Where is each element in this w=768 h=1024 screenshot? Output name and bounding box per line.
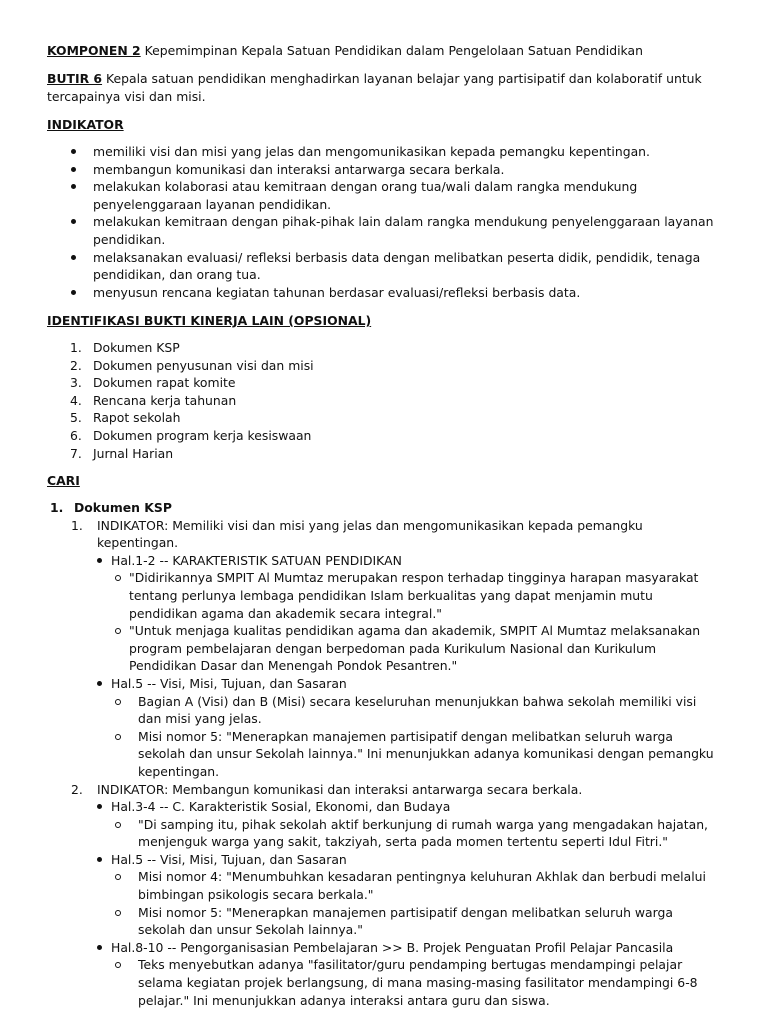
cari-indikator: [71, 781, 722, 799]
bukti-item-number: 2.: [70, 357, 82, 373]
hal-text: Hal.1-2 -- KARAKTERISTIK SATUAN PENDIDIKAN: [111, 552, 402, 568]
bukti-item-text: Rapot sekolah: [93, 410, 181, 426]
butir-label: BUTIR 6: [47, 71, 103, 86]
bullet-icon: [97, 857, 102, 862]
bullet-icon: [71, 184, 76, 189]
bukti-heading: [47, 312, 722, 330]
doc-number: 1.: [50, 500, 64, 515]
quote-item: [138, 904, 722, 939]
quote-text: "Didirikannya SMPIT Al Mumtaz merupakan respon terhadap tingginya harapan masyarakat tentang perlunya lembaga pendidikan Islam berkualitas yang dapat menjamin mutu pendidikan agama dan akademik secara integral.": [129, 570, 699, 621]
quote-text: Teks menyebutkan adanya "fasilitator/guru pendamping bertugas mendampingi pelajar selama kegiatan projek berlangsung, di mana masing-masing fasilitator mendampingi 6-8 pelajar." Ini menunjukkan adanya interaksi antara guru dan siswa.: [138, 957, 698, 1008]
circle-bullet-icon: [115, 734, 121, 740]
indikator-number: 2.: [71, 781, 83, 797]
doc-title: [50, 499, 722, 517]
hal-item: [111, 798, 722, 816]
indikator-item: [93, 249, 722, 284]
indikator-item-text: melaksanakan evaluasi/ refleksi berbasis data dengan melibatkan peserta didik, pendidik, tenaga pendidikan, dan orang tua.: [93, 249, 701, 283]
indikator-item-text: membangun komunikasi dan interaksi antarwarga secara berkala.: [93, 161, 505, 177]
quote-item: [138, 816, 722, 851]
bukti-item-number: 1.: [70, 340, 82, 355]
bukti-item: [70, 374, 722, 392]
quote-text: "Di samping itu, pihak sekolah aktif berkunjung di rumah warga yang mengadakan hajatan, menjenguk warga yang sakit, takziyah, serta pada momen tertentu seperti Idul Fitri.": [138, 816, 708, 850]
indikator-item: [93, 161, 722, 179]
bukti-item-number: 6.: [70, 427, 82, 443]
circle-bullet-icon: [115, 910, 121, 916]
bukti-item-text: Rencana kerja tahunan: [93, 392, 237, 408]
indikator-text: INDIKATOR: Memiliki visi dan misi yang jelas dan mengomunikasikan kepada pemangku kepentingan.: [97, 517, 643, 551]
indikator-item: [93, 178, 722, 213]
circle-bullet-icon: [115, 575, 121, 581]
cari-section: [50, 499, 722, 1009]
komponen-text: Kepemimpinan Kepala Satuan Pendidikan dalam Pengelolaan Satuan Pendidikan: [140, 43, 643, 58]
quote-text: Misi nomor 4: "Menumbuhkan kesadaran pentingnya keluhuran Akhlak dan berbudi melalui bimbingan psikologis secara berkala.": [138, 869, 706, 903]
bukti-item-text: Jurnal Harian: [93, 445, 174, 461]
hal-item: [111, 939, 722, 957]
bukti-item-number: 7.: [70, 445, 82, 461]
quote-item: [138, 956, 722, 1009]
indikator-heading-text: INDIKATOR: [47, 117, 124, 132]
circle-bullet-icon: [115, 874, 121, 880]
indikator-list: [93, 143, 722, 301]
bukti-item-text: Dokumen rapat komite: [93, 375, 236, 391]
hal-item: [111, 675, 722, 693]
bukti-item-text: Dokumen program kerja kesiswaan: [93, 427, 312, 443]
bukti-item: [70, 409, 722, 427]
bullet-icon: [71, 167, 76, 172]
quote-item: [129, 622, 722, 675]
indikator-item: [93, 213, 722, 248]
bukti-item: [70, 392, 722, 410]
indikator-text: INDIKATOR: Membangun komunikasi dan interaksi antarwarga secara berkala.: [97, 781, 583, 797]
bullet-icon: [97, 945, 102, 950]
indikator-number: 1.: [71, 517, 83, 533]
bullet-icon: [97, 558, 102, 563]
indikator-item: [93, 284, 722, 302]
indikator-heading: [47, 116, 722, 134]
bukti-item: [70, 427, 722, 445]
cari-indikator: [71, 517, 722, 552]
circle-bullet-icon: [115, 962, 121, 968]
indikator-item: [93, 143, 722, 161]
hal-text: Hal.3-4 -- C. Karakteristik Sosial, Ekonomi, dan Budaya: [111, 799, 451, 815]
bullet-icon: [71, 219, 76, 224]
bukti-item: [70, 357, 722, 375]
quote-item: [129, 569, 722, 622]
quote-text: "Untuk menjaga kualitas pendidikan agama dan akademik, SMPIT Al Mumtaz melaksanakan program pembelajaran dengan berpedoman pada Kurikulum Nasional dan Kurikulum Pendidikan Dasar dan Menengah Pondok Pesantren.": [129, 623, 701, 674]
bullet-icon: [71, 290, 76, 295]
quote-text: Bagian A (Visi) dan B (Misi) secara keseluruhan menunjukkan bahwa sekolah memiliki visi dan misi yang jelas.: [138, 693, 697, 727]
quote-text: Misi nomor 5: "Menerapkan manajemen partisipatif dengan melibatkan seluruh warga sekolah dan unsur Sekolah lainnya." Ini menunjukkan adanya komunikasi dengan pemangku kepentingan.: [138, 728, 714, 779]
hal-item: [111, 851, 722, 869]
bukti-item: [70, 445, 722, 463]
bukti-list: [70, 339, 722, 462]
bukti-item: [70, 339, 722, 357]
quote-item: [138, 868, 722, 903]
butir-paragraph: [47, 70, 722, 105]
quote-text: Misi nomor 5: "Menerapkan manajemen partisipatif dengan melibatkan seluruh warga sekolah dan unsur Sekolah lainnya.": [138, 904, 673, 938]
bukti-item-number: 5.: [70, 410, 82, 426]
hal-item: [111, 552, 722, 570]
doc-title-text: Dokumen KSP: [74, 500, 172, 515]
komponen-label: KOMPONEN 2: [47, 43, 141, 58]
butir-text: Kepala satuan pendidikan menghadirkan layanan belajar yang partisipatif dan kolaboratif untuk tercapainya visi dan misi.: [47, 71, 702, 104]
hal-text: Hal.8-10 -- Pengorganisasian Pembelajaran >> B. Projek Penguatan Profil Pelajar Pancasila: [111, 939, 674, 955]
bullet-icon: [97, 804, 102, 809]
bullet-icon: [97, 681, 102, 686]
indikator-item-text: memiliki visi dan misi yang jelas dan mengomunikasikan kepada pemangku kepentingan.: [93, 144, 650, 159]
circle-bullet-icon: [115, 822, 121, 828]
quote-item: [138, 693, 722, 728]
bullet-icon: [71, 149, 76, 154]
circle-bullet-icon: [115, 628, 121, 634]
indikator-item-text: menyusun rencana kegiatan tahunan berdasar evaluasi/refleksi berbasis data.: [93, 284, 581, 300]
bullet-icon: [71, 255, 76, 260]
bukti-heading-text: IDENTIFIKASI BUKTI KINERJA LAIN (OPSIONAL): [47, 313, 372, 328]
indikator-item-text: melakukan kolaborasi atau kemitraan dengan orang tua/wali dalam rangka mendukung penyelenggaraan layanan pendidikan.: [93, 179, 638, 212]
bukti-item-number: 4.: [70, 392, 82, 408]
circle-bullet-icon: [115, 699, 121, 705]
bukti-item-text: Dokumen penyusunan visi dan misi: [93, 357, 314, 373]
quote-item: [138, 728, 722, 781]
hal-text: Hal.5 -- Visi, Misi, Tujuan, dan Sasaran: [111, 851, 347, 867]
cari-heading-text: CARI: [47, 473, 80, 488]
bukti-item-text: Dokumen KSP: [93, 340, 180, 355]
indikator-item-text: melakukan kemitraan dengan pihak-pihak lain dalam rangka mendukung penyelenggaraan layanan pendidikan.: [93, 214, 714, 247]
komponen-paragraph: [47, 42, 722, 60]
cari-heading: [47, 472, 722, 490]
hal-text: Hal.5 -- Visi, Misi, Tujuan, dan Sasaran: [111, 675, 347, 691]
bukti-item-number: 3.: [70, 375, 82, 391]
